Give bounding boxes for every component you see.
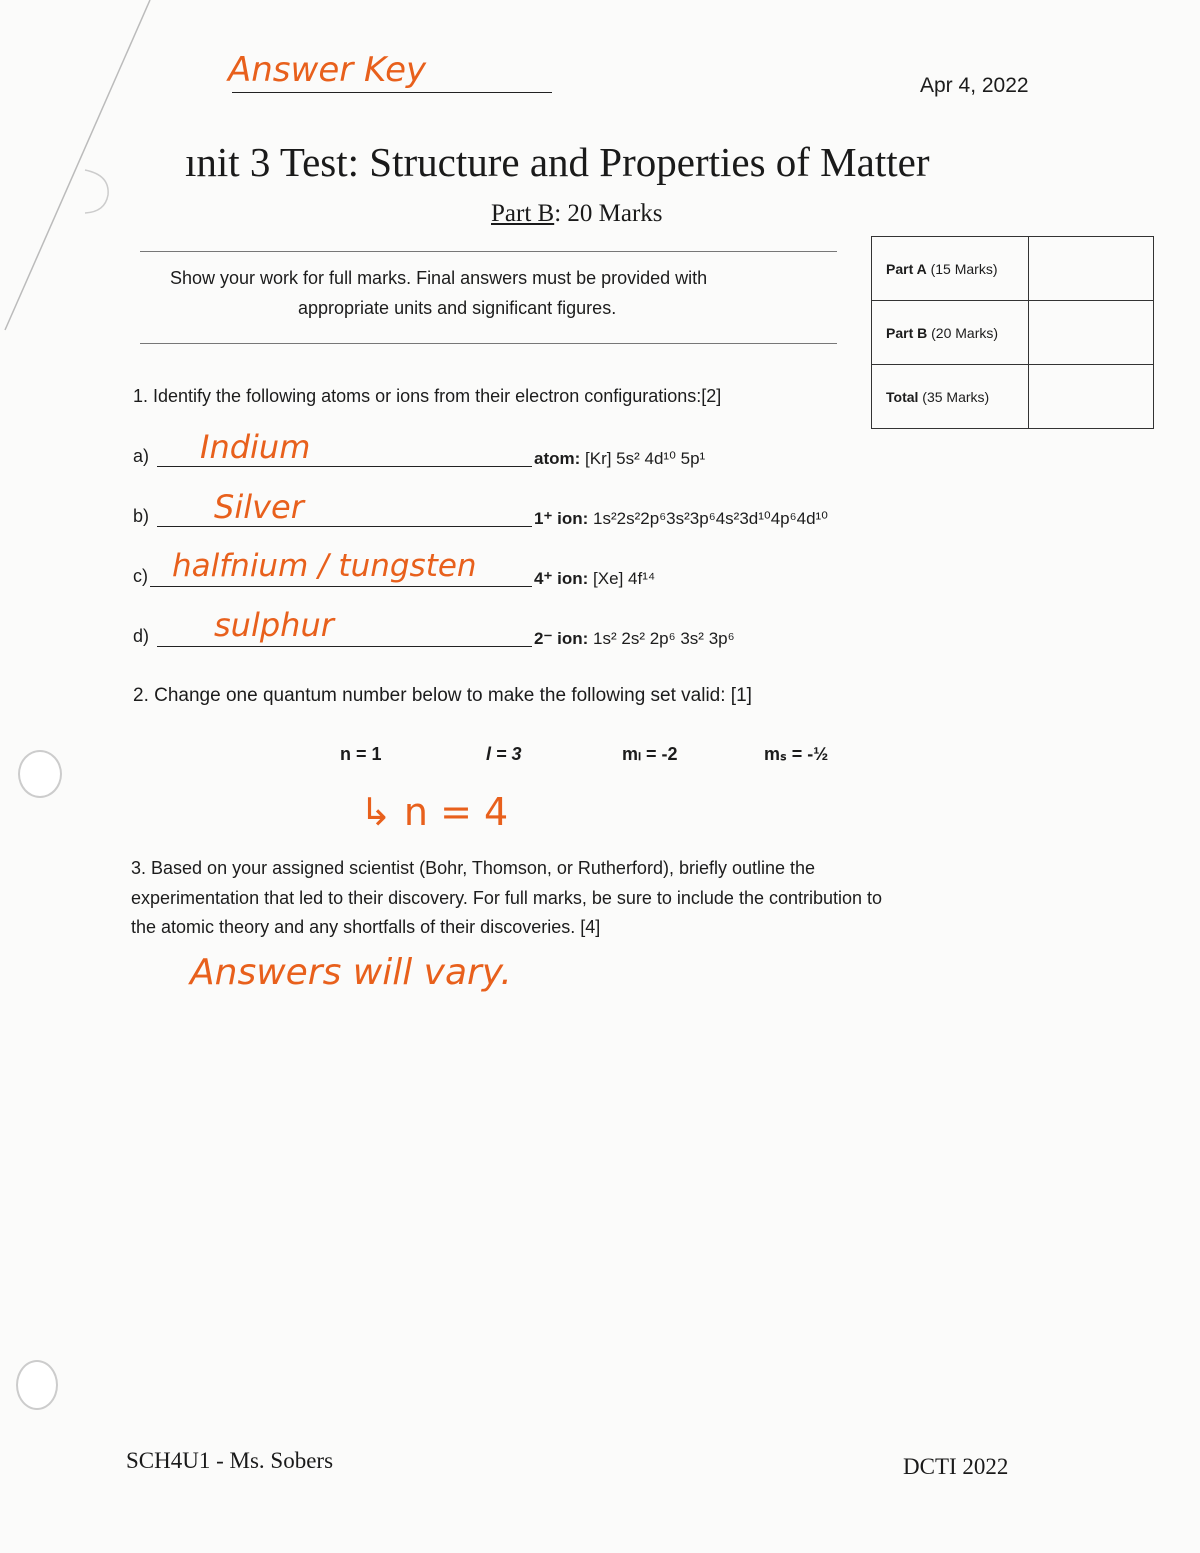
student-name-answer: Answer Key: [228, 50, 427, 90]
q3-line1: 3. Based on your assigned scientist (Bohr, Thomson, or Rutherford), briefly outline the: [131, 858, 816, 878]
part-subtitle: [491, 200, 663, 228]
q1a-letter: a): [133, 446, 150, 466]
q1d-line: [157, 646, 532, 647]
instructions-bottom-rule: [140, 343, 837, 344]
name-line: [232, 92, 552, 93]
q2-ms: mₛ = -½: [764, 744, 829, 764]
instructions-top-rule: [140, 251, 837, 252]
q1a-answer: Indium: [200, 428, 311, 466]
part-label: Part B: [491, 200, 555, 227]
score-row-part-a: [872, 237, 1154, 301]
q2-n: n = 1: [340, 744, 382, 764]
q1a-config: atom: [Kr] 5s² 4d¹⁰ 5p¹: [534, 449, 706, 468]
binder-hole-bottom: [16, 1360, 58, 1410]
q1c-letter: c): [133, 566, 148, 586]
score-table: [871, 236, 1154, 429]
score-cell: [1029, 365, 1154, 429]
binder-hole-top: [18, 750, 62, 798]
q2-prompt: 2. Change one quantum number below to make the following set valid: [1]: [133, 685, 752, 706]
score-label: Total (35 Marks): [872, 365, 1029, 429]
q1-prompt: 1. Identify the following atoms or ions from their electron configurations:[2]: [133, 386, 722, 406]
q1b-answer: Silver: [214, 488, 304, 526]
q1c-line: [150, 586, 532, 587]
q1c-config: 4⁺ ion: [Xe] 4f¹⁴: [534, 569, 656, 588]
q1b-config: 1⁺ ion: 1s²2s²2p⁶3s²3p⁶4s²3d¹⁰4p⁶4d¹⁰: [534, 509, 829, 528]
q1b-line: [157, 526, 532, 527]
score-label: Part B (20 Marks): [872, 301, 1029, 365]
q1c-answer: halfnium / tungsten: [172, 548, 477, 584]
q1b-letter: b): [133, 506, 150, 526]
q1a-line: [157, 466, 532, 467]
part-marks: : 20 Marks: [554, 200, 663, 227]
score-cell: [1029, 301, 1154, 365]
score-cell: [1029, 237, 1154, 301]
page-title: ınit 3 Test: Structure and Properties of Matter: [185, 139, 930, 185]
q3-answer: Answers will vary.: [190, 952, 512, 993]
q3-line2: experimentation that led to their discovery. For full marks, be sure to include the contribution to: [131, 888, 883, 908]
score-label: Part A (15 Marks): [872, 237, 1029, 301]
instructions-line1: Show your work for full marks. Final answers must be provided with: [170, 268, 708, 288]
footer-course: SCH4U1 - Ms. Sobers: [126, 1448, 334, 1473]
q1d-config: 2⁻ ion: 1s² 2s² 2p⁶ 3s² 3p⁶: [534, 629, 735, 648]
q1d-letter: d): [133, 626, 150, 646]
page-fold-line: [0, 0, 160, 340]
test-date: Apr 4, 2022: [920, 74, 1029, 97]
q2-l: l = 3: [486, 744, 522, 764]
q1d-answer: sulphur: [214, 606, 334, 644]
footer-school: DCTI 2022: [903, 1454, 1009, 1479]
q2-ml: mₗ = -2: [622, 744, 678, 764]
q3-line3: the atomic theory and any shortfalls of their discoveries. [4]: [131, 917, 601, 937]
instructions-line2: appropriate units and significant figures.: [298, 298, 617, 318]
q2-answer: ↳ n = 4: [360, 790, 509, 834]
score-row-part-b: [872, 301, 1154, 365]
score-row-total: [872, 365, 1154, 429]
